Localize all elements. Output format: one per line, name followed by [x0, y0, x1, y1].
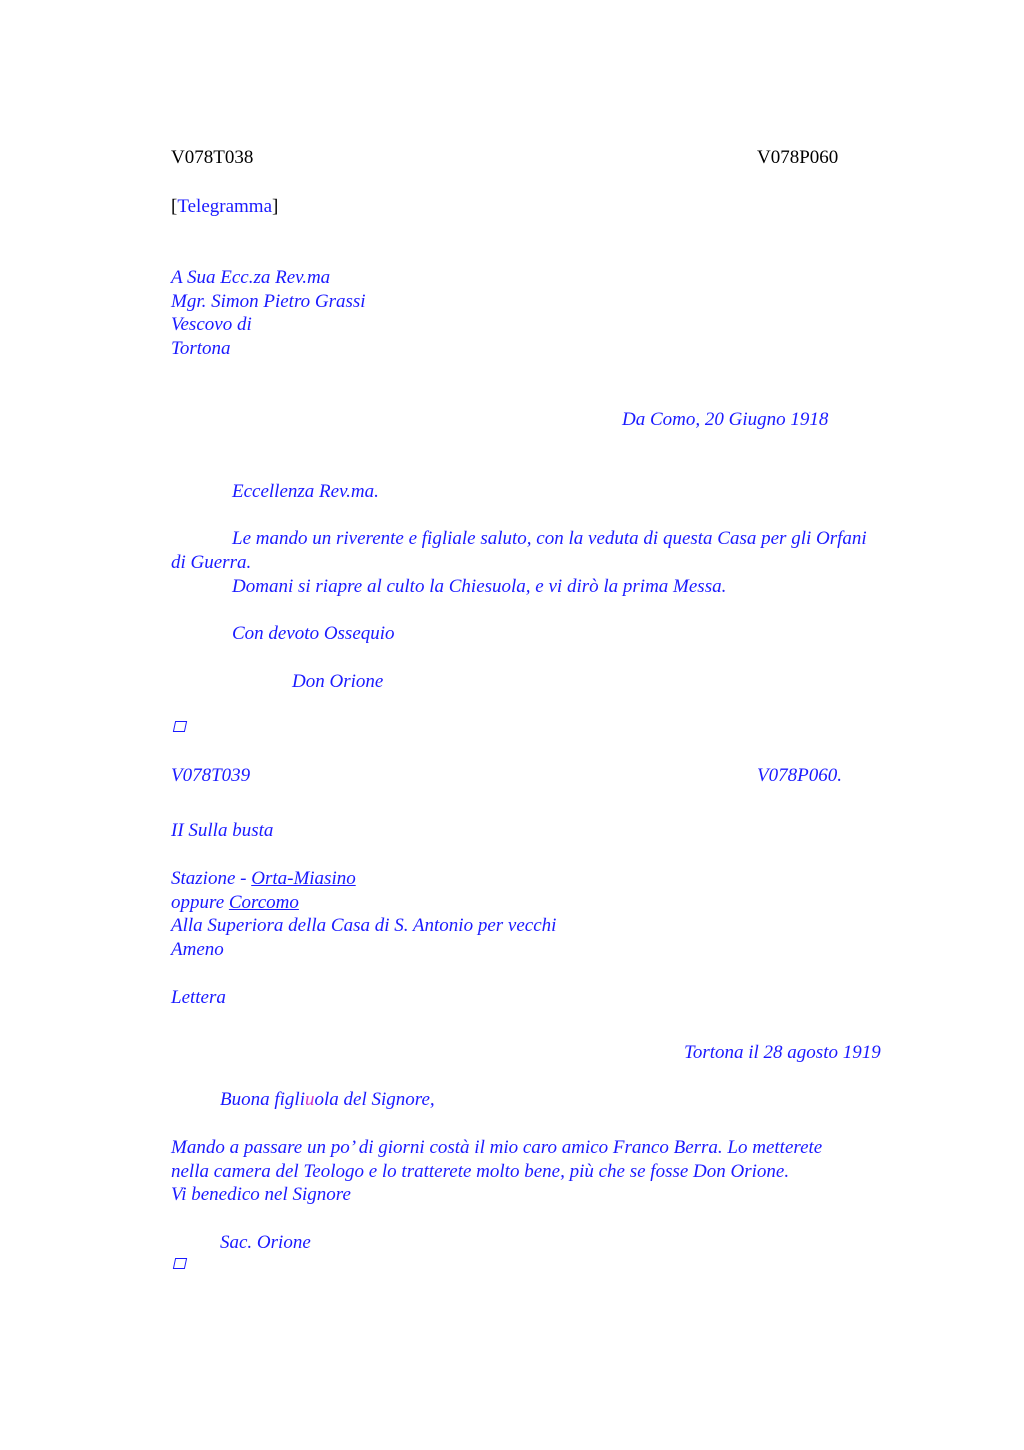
end-marker-square-icon — [173, 721, 187, 732]
document-type-label — [171, 195, 278, 219]
station-name-underlined: Orta-Miasino — [251, 868, 356, 889]
salutation-2-part-1: Buona figli — [220, 1089, 305, 1110]
body-paragraph-1-line-1: Le mando un riverente e figliale saluto, con la veduta di questa Casa per gli Orfani — [232, 528, 867, 549]
bracket-close: ] — [272, 196, 279, 217]
envelope-line-2 — [171, 891, 299, 915]
alternate-station-underlined: Corcomo — [228, 892, 299, 913]
letter-type-label: Lettera — [171, 987, 226, 1008]
envelope-line-4: Ameno — [171, 939, 224, 960]
salutation-2-part-2: ola del Signore, — [314, 1089, 435, 1110]
section-heading: II Sulla busta — [171, 820, 274, 841]
envelope-line-1-prefix: Stazione - — [171, 868, 252, 889]
letter-date-2: Tortona il 28 agosto 1919 — [684, 1042, 881, 1063]
salutation-2 — [220, 1088, 435, 1112]
document-code-left: V078T038 — [171, 147, 254, 168]
telegram-label: Telegramma — [177, 196, 273, 217]
body-line-3: Vi benedico nel Signore — [171, 1184, 351, 1205]
closing: Con devoto Ossequio — [232, 623, 395, 644]
document-code-right-2: V078P060. — [757, 765, 842, 786]
letter-date: Da Como, 20 Giugno 1918 — [622, 409, 829, 430]
envelope-line-2-prefix: oppure — [171, 892, 229, 913]
bracket-open: [ — [171, 196, 178, 217]
signature-2: Sac. Orione — [220, 1232, 311, 1253]
address-line-1: A Sua Ecc.za Rev.ma — [171, 267, 331, 288]
body-line-1: Mando a passare un po’ di giorni costà il mio caro amico Franco Berra. Lo metterete — [171, 1137, 823, 1158]
body-line-2: nella camera del Teologo e lo tratterete molto bene, più che se fosse Don Orione. — [171, 1161, 790, 1182]
signature: Don Orione — [292, 671, 384, 692]
envelope-line-1 — [171, 867, 356, 891]
document-code-left-2: V078T039 — [171, 765, 251, 786]
salutation-2-highlight: u — [304, 1089, 315, 1110]
salutation: Eccellenza Rev.ma. — [232, 481, 379, 502]
address-line-2: Mgr. Simon Pietro Grassi — [171, 291, 366, 312]
body-paragraph-1-line-2: di Guerra. — [171, 552, 252, 573]
envelope-line-3: Alla Superiora della Casa di S. Antonio per vecchi — [171, 915, 557, 936]
address-line-4: Tortona — [171, 338, 231, 359]
document-code-right: V078P060 — [757, 147, 839, 168]
end-marker-square-icon-2 — [173, 1258, 187, 1269]
address-line-3: Vescovo di — [171, 314, 252, 335]
body-paragraph-2: Domani si riapre al culto la Chiesuola, e vi dirò la prima Messa. — [232, 576, 727, 597]
